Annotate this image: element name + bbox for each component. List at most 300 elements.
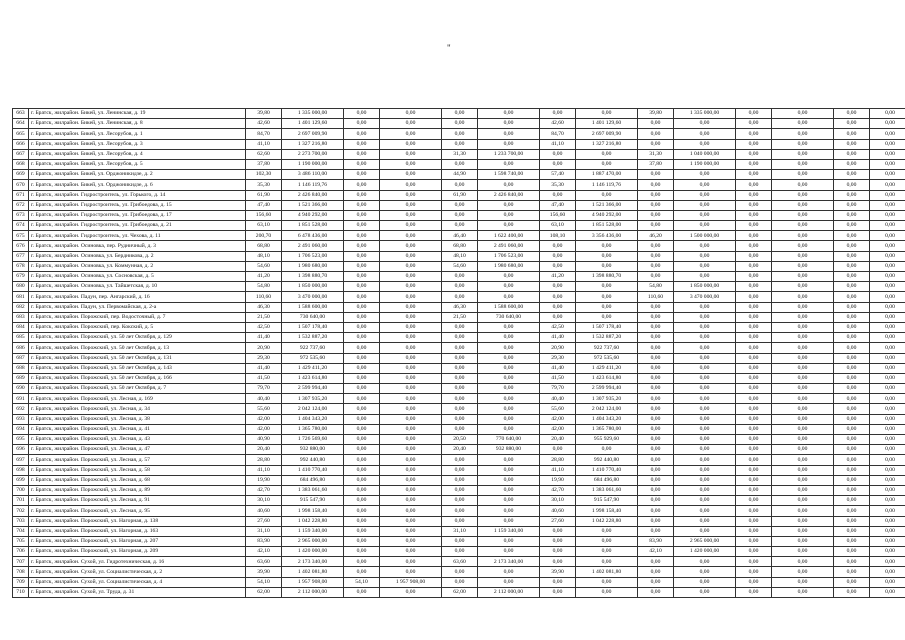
cell-cost-2024: 0,00 [870, 159, 905, 169]
cell-cost-2023: 0,00 [772, 506, 834, 516]
cell-row-number: 691 [13, 394, 29, 404]
cell-total-area: 83,90 [246, 536, 282, 546]
cell-cost-2021: 1 327 216,80 [576, 139, 638, 149]
cell-area-2023: 0,00 [736, 139, 772, 149]
cell-address: г. Братск, жилрайон. Порожский, ул. Лесная, д. 95 [29, 506, 246, 516]
cell-cost-2019: 0,00 [380, 272, 442, 282]
cell-cost-2024: 0,00 [870, 292, 905, 302]
cell-area-2022: 0,00 [638, 261, 674, 271]
cell-area-2022: 0,00 [638, 363, 674, 373]
cell-address: г. Братск, жилрайон. Падун, пер. Ангарский, д. 16 [29, 292, 246, 302]
cell-cost-2021: 1 532 887,20 [576, 333, 638, 343]
cell-area-2023: 0,00 [736, 251, 772, 261]
cell-cost-2019: 0,00 [380, 282, 442, 292]
cell-total-area: 20,90 [246, 343, 282, 353]
table-row [13, 292, 905, 302]
cell-area-2020: 0,00 [442, 465, 478, 475]
cell-area-2022: 0,00 [638, 384, 674, 394]
cell-area-2020: 0,00 [442, 119, 478, 129]
cell-total-area: 27,60 [246, 516, 282, 526]
cell-total-cost: 1 532 887,20 [282, 333, 344, 343]
cell-address: г. Братск, жилрайон. Порожский, ул. Нагорная, д. 209 [29, 547, 246, 557]
cell-cost-2023: 0,00 [772, 210, 834, 220]
cell-area-2019: 0,00 [344, 414, 380, 424]
cell-area-2021: 0,00 [540, 261, 576, 271]
cell-area-2023: 0,00 [736, 384, 772, 394]
cell-address: г. Братск, жилрайон. Бикей, ул. Орджоникидзе, д. 6 [29, 180, 246, 190]
cell-total-cost: 1 398 880,70 [282, 272, 344, 282]
cell-cost-2023: 0,00 [772, 485, 834, 495]
cell-area-2023: 0,00 [736, 159, 772, 169]
cell-area-2022: 0,00 [638, 475, 674, 485]
cell-cost-2019: 0,00 [380, 404, 442, 414]
cell-area-2022: 37,80 [638, 159, 674, 169]
cell-area-2020: 20,50 [442, 435, 478, 445]
cell-cost-2023: 0,00 [772, 465, 834, 475]
cell-cost-2023: 0,00 [772, 312, 834, 322]
cell-area-2021: 42,00 [540, 424, 576, 434]
cell-cost-2021: 1 402 081,80 [576, 567, 638, 577]
cell-area-2022: 0,00 [638, 129, 674, 139]
cell-total-cost: 1 420 000,00 [282, 547, 344, 557]
cell-area-2019: 0,00 [344, 170, 380, 180]
cell-cost-2024: 0,00 [870, 516, 905, 526]
cell-total-area: 110,60 [246, 292, 282, 302]
table-row [13, 190, 905, 200]
cell-cost-2022: 0,00 [674, 567, 736, 577]
cell-cost-2021: 1 507 178,40 [576, 322, 638, 332]
cell-cost-2023: 0,00 [772, 333, 834, 343]
cell-area-2024: 0,00 [834, 547, 870, 557]
cell-cost-2020: 0,00 [478, 485, 540, 495]
cell-area-2019: 0,00 [344, 435, 380, 445]
cell-cost-2019: 0,00 [380, 394, 442, 404]
cell-cost-2019: 0,00 [380, 149, 442, 159]
cell-cost-2019: 0,00 [380, 373, 442, 383]
cell-row-number: 664 [13, 119, 29, 129]
cell-total-cost: 1 146 119,76 [282, 180, 344, 190]
cell-address: г. Братск, жилрайон. Падун, ул. Первомайская, д. 2-а [29, 302, 246, 312]
cell-address: г. Братск, жилрайон. Гидростроитель, ул. Грибоедова, д. 17 [29, 210, 246, 220]
cell-cost-2024: 0,00 [870, 435, 905, 445]
cell-cost-2022: 0,00 [674, 424, 736, 434]
cell-cost-2022: 0,00 [674, 587, 736, 597]
cell-area-2021: 41,40 [540, 363, 576, 373]
cell-cost-2023: 0,00 [772, 129, 834, 139]
cell-row-number: 694 [13, 424, 29, 434]
cell-cost-2024: 0,00 [870, 119, 905, 129]
resettlement-register-table [12, 108, 905, 598]
cell-address: г. Братск, жилрайон. Порожский, ул. Лесная, д. 91 [29, 496, 246, 506]
cell-area-2022: 0,00 [638, 496, 674, 506]
cell-cost-2019: 0,00 [380, 526, 442, 536]
cell-area-2022: 0,00 [638, 221, 674, 231]
cell-cost-2022: 0,00 [674, 210, 736, 220]
table-row [13, 231, 905, 241]
cell-cost-2022: 0,00 [674, 139, 736, 149]
cell-area-2019: 0,00 [344, 200, 380, 210]
cell-row-number: 689 [13, 373, 29, 383]
cell-cost-2020: 0,00 [478, 109, 540, 119]
cell-cost-2019: 0,00 [380, 424, 442, 434]
cell-area-2020: 0,00 [442, 506, 478, 516]
cell-row-number: 710 [13, 587, 29, 597]
cell-cost-2022: 0,00 [674, 170, 736, 180]
cell-area-2019: 0,00 [344, 475, 380, 485]
cell-area-2019: 0,00 [344, 516, 380, 526]
cell-cost-2023: 0,00 [772, 516, 834, 526]
cell-area-2023: 0,00 [736, 302, 772, 312]
cell-total-area: 54,80 [246, 282, 282, 292]
cell-cost-2024: 0,00 [870, 485, 905, 495]
cell-cost-2023: 0,00 [772, 109, 834, 119]
cell-cost-2022: 0,00 [674, 353, 736, 363]
cell-cost-2019: 0,00 [380, 129, 442, 139]
cell-area-2023: 0,00 [736, 435, 772, 445]
cell-total-area: 46,30 [246, 302, 282, 312]
cell-cost-2023: 0,00 [772, 404, 834, 414]
cell-cost-2021: 0,00 [576, 251, 638, 261]
cell-area-2021: 0,00 [540, 302, 576, 312]
cell-cost-2020: 0,00 [478, 373, 540, 383]
cell-area-2022: 0,00 [638, 404, 674, 414]
cell-row-number: 706 [13, 547, 29, 557]
cell-area-2020: 48,10 [442, 251, 478, 261]
cell-cost-2019: 0,00 [380, 159, 442, 169]
cell-cost-2024: 0,00 [870, 445, 905, 455]
cell-cost-2020: 0,00 [478, 159, 540, 169]
cell-total-cost: 4 940 292,00 [282, 210, 344, 220]
cell-cost-2020: 0,00 [478, 139, 540, 149]
cell-area-2024: 0,00 [834, 149, 870, 159]
cell-total-area: 41,20 [246, 272, 282, 282]
cell-cost-2022: 3 470 000,00 [674, 292, 736, 302]
cell-cost-2019: 0,00 [380, 210, 442, 220]
cell-cost-2019: 0,00 [380, 170, 442, 180]
cell-row-number: 684 [13, 322, 29, 332]
cell-address: г. Братск, жилрайон. Сухой, ул. Труда, д. 31 [29, 587, 246, 597]
cell-cost-2023: 0,00 [772, 149, 834, 159]
cell-total-cost: 2 173 340,00 [282, 557, 344, 567]
cell-area-2023: 0,00 [736, 445, 772, 455]
cell-row-number: 708 [13, 567, 29, 577]
cell-cost-2020: 0,00 [478, 363, 540, 373]
cell-row-number: 685 [13, 333, 29, 343]
cell-area-2020: 0,00 [442, 547, 478, 557]
cell-area-2019: 0,00 [344, 373, 380, 383]
cell-cost-2022: 0,00 [674, 475, 736, 485]
cell-total-area: 54,60 [246, 261, 282, 271]
cell-area-2021: 20,40 [540, 435, 576, 445]
cell-area-2019: 0,00 [344, 210, 380, 220]
cell-address: г. Братск, жилрайон. Порожский, ул. Лесная, д. 47 [29, 445, 246, 455]
cell-area-2019: 0,00 [344, 394, 380, 404]
cell-cost-2020: 0,00 [478, 221, 540, 231]
cell-cost-2023: 0,00 [772, 190, 834, 200]
cell-cost-2023: 0,00 [772, 119, 834, 129]
cell-cost-2020: 0,00 [478, 272, 540, 282]
cell-area-2024: 0,00 [834, 516, 870, 526]
cell-area-2019: 0,00 [344, 261, 380, 271]
cell-row-number: 696 [13, 445, 29, 455]
cell-area-2019: 0,00 [344, 485, 380, 495]
cell-area-2022: 0,00 [638, 587, 674, 597]
cell-cost-2022: 0,00 [674, 394, 736, 404]
cell-cost-2022: 0,00 [674, 557, 736, 567]
cell-total-cost: 1 588 600,00 [282, 302, 344, 312]
cell-total-cost: 922 737,60 [282, 343, 344, 353]
cell-total-cost: 972 535,60 [282, 353, 344, 363]
cell-cost-2020: 0,00 [478, 536, 540, 546]
cell-total-area: 41,50 [246, 373, 282, 383]
cell-area-2019: 0,00 [344, 587, 380, 597]
cell-area-2022: 0,00 [638, 455, 674, 465]
cell-area-2024: 0,00 [834, 109, 870, 119]
cell-cost-2024: 0,00 [870, 261, 905, 271]
cell-total-area: 48,10 [246, 251, 282, 261]
cell-cost-2022: 0,00 [674, 373, 736, 383]
cell-cost-2020: 0,00 [478, 333, 540, 343]
cell-cost-2021: 1 429 411,20 [576, 363, 638, 373]
cell-total-area: 29,30 [246, 353, 282, 363]
cell-area-2023: 0,00 [736, 333, 772, 343]
cell-cost-2019: 0,00 [380, 435, 442, 445]
table-row [13, 485, 905, 495]
cell-row-number: 673 [13, 210, 29, 220]
cell-cost-2021: 4 940 292,00 [576, 210, 638, 220]
cell-area-2022: 0,00 [638, 333, 674, 343]
cell-cost-2022: 0,00 [674, 119, 736, 129]
cell-area-2019: 0,00 [344, 129, 380, 139]
cell-area-2021: 39,90 [540, 567, 576, 577]
cell-cost-2021: 0,00 [576, 190, 638, 200]
cell-cost-2020: 0,00 [478, 343, 540, 353]
cell-cost-2024: 0,00 [870, 333, 905, 343]
cell-area-2023: 0,00 [736, 149, 772, 159]
cell-area-2020: 0,00 [442, 577, 478, 587]
cell-area-2019: 0,00 [344, 251, 380, 261]
cell-area-2020: 0,00 [442, 272, 478, 282]
cell-area-2023: 0,00 [736, 353, 772, 363]
cell-total-area: 42,50 [246, 322, 282, 332]
cell-cost-2021: 0,00 [576, 292, 638, 302]
cell-total-area: 54,10 [246, 577, 282, 587]
cell-area-2023: 0,00 [736, 170, 772, 180]
table-row [13, 445, 905, 455]
cell-cost-2023: 0,00 [772, 557, 834, 567]
cell-cost-2020: 2 426 840,00 [478, 190, 540, 200]
table-row [13, 119, 905, 129]
cell-total-cost: 1 307 935,20 [282, 394, 344, 404]
cell-cost-2019: 0,00 [380, 496, 442, 506]
cell-cost-2024: 0,00 [870, 312, 905, 322]
cell-row-number: 687 [13, 353, 29, 363]
cell-cost-2022: 0,00 [674, 384, 736, 394]
cell-total-area: 42,00 [246, 424, 282, 434]
cell-area-2019: 0,00 [344, 363, 380, 373]
cell-area-2019: 0,00 [344, 567, 380, 577]
cell-address: г. Братск, жилрайон. Бикей, ул. Орджоникидзе, д. 2 [29, 170, 246, 180]
table-row [13, 170, 905, 180]
cell-area-2020: 54,60 [442, 261, 478, 271]
table-row [13, 251, 905, 261]
cell-area-2020: 0,00 [442, 485, 478, 495]
cell-address: г. Братск, жилрайон. Гидростроитель, ул. Чехова, д. 11 [29, 231, 246, 241]
cell-area-2024: 0,00 [834, 200, 870, 210]
cell-total-cost: 2 273 700,00 [282, 149, 344, 159]
cell-address: г. Братск, жилрайон. Бикей, ул. Лесорубов, д. 4 [29, 149, 246, 159]
cell-row-number: 690 [13, 384, 29, 394]
cell-cost-2020: 0,00 [478, 404, 540, 414]
cell-total-cost: 1 190 000,00 [282, 159, 344, 169]
cell-area-2023: 0,00 [736, 587, 772, 597]
cell-area-2019: 0,00 [344, 272, 380, 282]
cell-total-cost: 1 998 158,40 [282, 506, 344, 516]
cell-area-2020: 0,00 [442, 333, 478, 343]
cell-row-number: 682 [13, 302, 29, 312]
cell-cost-2022: 0,00 [674, 363, 736, 373]
cell-total-cost: 3 470 000,00 [282, 292, 344, 302]
cell-area-2022: 0,00 [638, 251, 674, 261]
cell-area-2019: 0,00 [344, 536, 380, 546]
table-row [13, 210, 905, 220]
cell-area-2019: 0,00 [344, 312, 380, 322]
cell-area-2020: 46,40 [442, 231, 478, 241]
cell-row-number: 704 [13, 526, 29, 536]
cell-cost-2021: 1 365 780,00 [576, 424, 638, 434]
cell-area-2024: 0,00 [834, 363, 870, 373]
cell-cost-2021: 1 146 119,76 [576, 180, 638, 190]
cell-row-number: 697 [13, 455, 29, 465]
cell-area-2021: 41,10 [540, 139, 576, 149]
cell-area-2022: 83,90 [638, 536, 674, 546]
cell-total-cost: 3 486 110,00 [282, 170, 344, 180]
cell-area-2024: 0,00 [834, 455, 870, 465]
cell-cost-2023: 0,00 [772, 261, 834, 271]
cell-cost-2020: 1 598 740,00 [478, 170, 540, 180]
cell-area-2022: 54,80 [638, 282, 674, 292]
cell-area-2022: 0,00 [638, 302, 674, 312]
cell-area-2021: 27,60 [540, 516, 576, 526]
cell-cost-2023: 0,00 [772, 231, 834, 241]
cell-address: г. Братск, жилрайон. Гидростроитель, ул. Горького, д. 14 [29, 190, 246, 200]
cell-cost-2020: 1 980 680,00 [478, 261, 540, 271]
cell-area-2024: 0,00 [834, 180, 870, 190]
table-row [13, 475, 905, 485]
cell-cost-2024: 0,00 [870, 587, 905, 597]
cell-cost-2020: 730 640,00 [478, 312, 540, 322]
cell-area-2021: 41,50 [540, 373, 576, 383]
cell-area-2019: 0,00 [344, 221, 380, 231]
cell-cost-2023: 0,00 [772, 353, 834, 363]
cell-area-2023: 0,00 [736, 312, 772, 322]
cell-area-2022: 0,00 [638, 465, 674, 475]
cell-cost-2022: 0,00 [674, 414, 736, 424]
cell-area-2021: 40,40 [540, 394, 576, 404]
cell-cost-2022: 0,00 [674, 485, 736, 495]
cell-cost-2019: 0,00 [380, 506, 442, 516]
cell-area-2023: 0,00 [736, 363, 772, 373]
cell-cost-2019: 0,00 [380, 231, 442, 241]
cell-area-2020: 0,00 [442, 424, 478, 434]
cell-cost-2022: 0,00 [674, 302, 736, 312]
cell-area-2024: 0,00 [834, 261, 870, 271]
cell-cost-2021: 972 535,60 [576, 353, 638, 363]
cell-address: г. Братск, жилрайон. Порожский, ул. Нагорная, д. 207 [29, 536, 246, 546]
cell-cost-2019: 0,00 [380, 485, 442, 495]
cell-total-cost: 1 042 228,80 [282, 516, 344, 526]
cell-cost-2023: 0,00 [772, 526, 834, 536]
cell-cost-2019: 0,00 [380, 302, 442, 312]
cell-cost-2021: 1 851 528,00 [576, 221, 638, 231]
table-row [13, 139, 905, 149]
cell-cost-2021: 0,00 [576, 312, 638, 322]
cell-cost-2022: 1 335 000,00 [674, 109, 736, 119]
cell-area-2024: 0,00 [834, 251, 870, 261]
cell-cost-2020: 0,00 [478, 394, 540, 404]
table-row [13, 577, 905, 587]
cell-row-number: 668 [13, 159, 29, 169]
cell-area-2024: 0,00 [834, 465, 870, 475]
cell-cost-2020: 0,00 [478, 119, 540, 129]
cell-cost-2024: 0,00 [870, 139, 905, 149]
cell-area-2023: 0,00 [736, 577, 772, 587]
cell-cost-2024: 0,00 [870, 149, 905, 159]
cell-area-2022: 0,00 [638, 322, 674, 332]
cell-total-area: 41,10 [246, 465, 282, 475]
cell-cost-2020: 0,00 [478, 567, 540, 577]
cell-cost-2019: 0,00 [380, 119, 442, 129]
cell-total-area: 55,60 [246, 404, 282, 414]
cell-address: г. Братск, жилрайон. Порожский, ул. Лесная, д. 57 [29, 455, 246, 465]
cell-area-2021: 0,00 [540, 587, 576, 597]
cell-total-cost: 2 042 124,00 [282, 404, 344, 414]
cell-area-2021: 20,90 [540, 343, 576, 353]
cell-cost-2024: 0,00 [870, 557, 905, 567]
cell-row-number: 678 [13, 261, 29, 271]
cell-cost-2024: 0,00 [870, 526, 905, 536]
cell-area-2022: 0,00 [638, 353, 674, 363]
cell-cost-2023: 0,00 [772, 302, 834, 312]
cell-cost-2024: 0,00 [870, 577, 905, 587]
cell-area-2024: 0,00 [834, 526, 870, 536]
cell-row-number: 692 [13, 404, 29, 414]
cell-cost-2023: 0,00 [772, 272, 834, 282]
cell-address: г. Братск, жилрайон. Порожский, пер. Кокский, д. 5 [29, 322, 246, 332]
cell-area-2019: 0,00 [344, 547, 380, 557]
cell-address: г. Братск, жилрайон. Гидростроитель, ул. Грибоедова, д. 21 [29, 221, 246, 231]
cell-cost-2024: 0,00 [870, 394, 905, 404]
cell-area-2021: 29,30 [540, 353, 576, 363]
cell-address: г. Братск, жилрайон. Порожский, ул. Нагорная, д. 163 [29, 526, 246, 536]
cell-total-area: 20,40 [246, 445, 282, 455]
cell-area-2019: 0,00 [344, 404, 380, 414]
cell-area-2022: 0,00 [638, 485, 674, 495]
cell-cost-2024: 0,00 [870, 373, 905, 383]
cell-row-number: 702 [13, 506, 29, 516]
cell-cost-2022: 0,00 [674, 272, 736, 282]
cell-cost-2020: 0,00 [478, 210, 540, 220]
cell-cost-2022: 0,00 [674, 200, 736, 210]
cell-area-2023: 0,00 [736, 536, 772, 546]
cell-row-number: 695 [13, 435, 29, 445]
cell-area-2019: 0,00 [344, 445, 380, 455]
cell-cost-2022: 0,00 [674, 343, 736, 353]
cell-area-2024: 0,00 [834, 282, 870, 292]
cell-total-cost: 1 957 908,00 [282, 577, 344, 587]
cell-area-2020: 0,00 [442, 363, 478, 373]
cell-area-2022: 0,00 [638, 190, 674, 200]
